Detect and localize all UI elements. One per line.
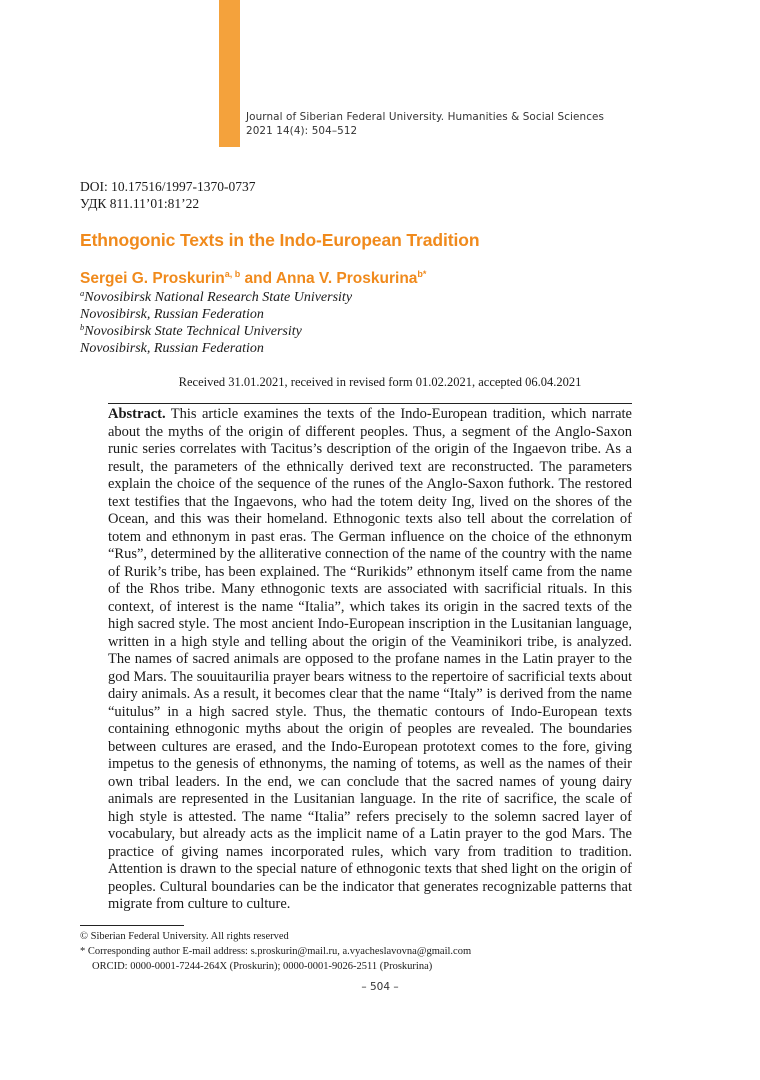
page-number: – 504 – <box>361 981 399 993</box>
affiliations <box>80 289 352 357</box>
affiliation-mark: a <box>80 288 85 298</box>
abstract <box>108 406 632 914</box>
journal-issue: 2021 14(4): 504–512 <box>246 125 358 137</box>
doi[interactable]: DOI: 10.17516/1997-1370-0737 <box>80 179 256 194</box>
footnote-divider <box>80 925 184 926</box>
affiliation-line: Novosibirsk, Russian Federation <box>80 307 264 322</box>
author-affiliation-mark: a, b <box>224 269 241 279</box>
copyright-note: © Siberian Federal University. All rights reserved <box>80 931 289 942</box>
abstract-label: Abstract. <box>108 406 166 422</box>
author-name: Sergei G. Proskurin <box>80 270 225 287</box>
journal-name: Journal of Siberian Federal University. Humanities & Social Sciences <box>246 111 605 123</box>
authors-conjunction: and <box>240 270 276 287</box>
received-dates: Received 31.01.2021, received in revised form 01.02.2021, accepted 06.04.2021 <box>178 375 582 389</box>
affiliation-line: Novosibirsk, Russian Federation <box>80 341 264 356</box>
affiliation-line: $^a$Novosibirsk National Research State University <box>80 288 353 305</box>
abstract-divider <box>108 403 632 404</box>
journal-accent-bar <box>219 0 240 147</box>
authors-line <box>80 270 426 288</box>
author-affiliation-mark: b* <box>417 269 427 279</box>
corresponding-author-note[interactable]: * Corresponding author E-mail address: s.proskurin@mail.ru, a.vyacheslavovna@gmail.com <box>80 946 472 957</box>
author-name: Anna V. Proskurina <box>275 270 418 287</box>
affiliation-line: $^b$Novosibirsk State Technical University <box>80 322 302 339</box>
udk: УДК 811.11’01:81’22 <box>80 196 200 211</box>
journal-header <box>246 110 604 138</box>
affiliation-mark: b <box>80 322 85 332</box>
orcid-note: ORCID: 0000-0001-7244-264X (Proskurin); 0000-0001-9026-2511 (Proskurina) <box>92 961 433 972</box>
article-title: Ethnogonic Texts in the Indo-European Tradition <box>80 230 480 250</box>
article-identifiers <box>80 178 256 212</box>
footnotes <box>80 929 471 974</box>
abstract-text: This article examines the texts of the Indo-European tradition, which narrate about the myths of the origin of different peoples. Thus, a segment of the Anglo-Saxon runic series correlates with Tacitus’s description of the origin of the Ingaevon tribe. As a result, the parameters of the ethnically derived text are reconstructed. The parameters explain the choice of the sequence of the runes of the Anglo-Saxon futhork. The restored text testifies that the Ingaevons, who had the totem deity Ing, lived on the shores of the Ocean, and this was their homeland. Ethnogonic texts also tell about the correlation of totem and ethnonym in past eras. The German influence on the choice of the ethnonym “Rus”, determined by the alliterative connection of the name of the country with the name of Rurik’s tribe, has been explained. The “Rurikids” ethnonym itself came from the name of the Rhos tribe. Many ethnogonic texts are associated with sacrificial rituals. In this context, of interest is the name “Italia”, which takes its origin in the sacred texts of the high sacred style. The most ancient Indo-European inscription in the Lusitanian language, written in a high style and telling about the origin of the Veaminikori tribe, is analyzed. The names of sacred animals are opposed to the profane names in the Latin prayer to the god Mars. The souuitaurilia prayer bears witness to the repertoire of sacrificial texts about dairy animals. As a result, it becomes clear that the name “Italy” is derived from the name “uitulus” in a high sacred style. Thus, the thematic contours of Indo-European texts containing ethnogonic myths about the origin of peoples are revealed. The boundaries between cultures are erased, and the Indo-European prototext comes to the fore, giving impetus to the genesis of ethnonyms, the naming of totems, as well as the names of their own tribal leaders. In the end, we can conclude that the sacred names of young dairy animals are represented in the Lusitanian language. In the rite of sacrifice, the scale of high style is attested. The name “Italia” refers precisely to the solemn sacred layer of vocabulary, but already acts as the implicit name of a Latin prayer to the god Mars. The practice of giving names incorporated rules, which vary from tradition to tradition. Attention is drawn to the special nature of ethnogonic texts that shed light on the origin of peoples. Cultural boundaries can be the indicator that generates recognizable patterns that migrate from culture to culture. <box>108 406 632 912</box>
